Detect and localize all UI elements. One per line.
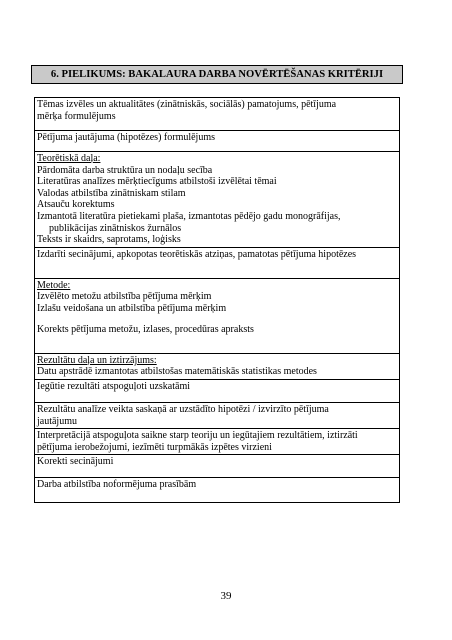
criteria-text: Izdarīti secinājumi, apkopotas teorētiskās atziņas, pamatotas pētījuma hipotēzes (37, 248, 357, 260)
criteria-text: Izvēlēto metožu atbilstība pētījuma mērķim (37, 291, 212, 303)
criteria-row-formatting (35, 478, 400, 503)
criteria-row-method (35, 278, 400, 353)
section-title-method: Metode: (37, 279, 71, 291)
criteria-text: Izlašu veidošana un atbilstība pētījuma mērķim (37, 302, 227, 314)
criteria-text: Datu apstrādē izmantotas atbilstošas matemātiskās statistikas metodes (37, 366, 317, 378)
criteria-text: publikācijas zinātniskos žurnālos (49, 222, 182, 234)
section-title-theory: Teorētiskā daļa: (37, 153, 101, 164)
criteria-text: pētījuma ierobežojumi, iezīmēti turpmākās izpētes virzieni (37, 441, 272, 453)
criteria-text: mērķa formulējums (37, 110, 116, 122)
spacer (37, 315, 397, 324)
criteria-text: Korekts pētījuma metožu, izlases, procedūras apraksts (37, 323, 254, 335)
criteria-row-conclusions-theory (35, 247, 400, 278)
criteria-row-conclusions (35, 455, 400, 478)
criteria-text: Pārdomāta darba struktūra un nodaļu secība (37, 164, 213, 176)
criteria-text: Literatūras analīzes mērķtiecīgums atbilstoši izvēlētai tēmai (37, 176, 277, 188)
criteria-row-presentation (35, 379, 400, 402)
appendix-heading: 6. PIELIKUMS: BAKALAURA DARBA NOVĒRTĒŠANAS KRITĒRIJI (31, 65, 403, 84)
section-title-results: Rezultātu daļa un iztirzājums: (37, 354, 157, 366)
criteria-row-theory (35, 152, 400, 248)
criteria-text: Atsauču korektums (37, 199, 115, 211)
criteria-row-interpretation (35, 429, 400, 455)
criteria-text: Korekti secinājumi (37, 456, 114, 468)
criteria-row-results (35, 353, 400, 379)
criteria-text: Teksts ir skaidrs, saprotams, loģisks (37, 234, 181, 246)
criteria-row-topic (35, 98, 400, 131)
criteria-table (34, 97, 400, 503)
criteria-text: jautājumu (37, 415, 77, 427)
criteria-text: Interpretācijā atspoguļota saikne starp teoriju un iegūtajiem rezultātiem, iztirzāti (37, 430, 358, 442)
criteria-row-analysis (35, 402, 400, 428)
criteria-text: Valodas atbilstība zinātniskam stilam (37, 187, 186, 199)
criteria-text: Iegūtie rezultāti atspoguļoti uzskatāmi (37, 380, 191, 392)
criteria-text: Izmantotā literatūra pietiekami plaša, izmantotas pēdējo gadu monogrāfijas, (37, 210, 341, 222)
criteria-text: Darba atbilstība noformējuma prasībām (37, 479, 197, 491)
criteria-text: Rezultātu analīze veikta saskaņā ar uzstādīto hipotēzi / izvirzīto pētījuma (37, 403, 329, 415)
criteria-row-hypothesis (35, 131, 400, 152)
page-number: 39 (220, 590, 232, 602)
criteria-text: Pētījuma jautājuma (hipotēzes) formulējums (37, 132, 216, 143)
criteria-text: Tēmas izvēles un aktualitātes (zinātniskās, sociālās) pamatojums, pētījuma (37, 99, 337, 110)
